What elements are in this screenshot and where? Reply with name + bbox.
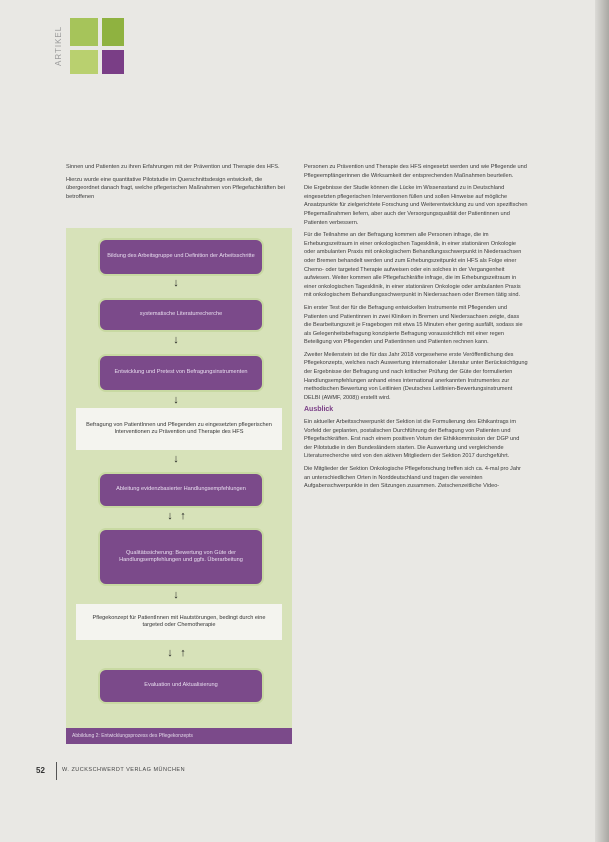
right-paragraph-7: Die Mitglieder der Sektion Onkologische Pflegeforschung treffen sich ca. 4-mal pro Jahr an unterschiedlichen Orten in Norddeutschland und tragen die vereinten Aufgabenschwerpunkte in den Sitzungen zusammen. Zwischenzeitliche Video- (304, 466, 521, 490)
right-paragraph-2: Die Ergebnisse der Studie können die Lücke im Wissensstand zu in Deutschland eingesetzten pflegerischen Interventionen füllen und sollen Hinweise auf mögliche Ansatzpunkte für zielgerichtete Forschung und Weiterentwicklung zu und von spezifischen Pflegemaßnahmen liefern, aber auch der Versorgungsqualität der Patientinnen und Patienten verbessern. (304, 185, 528, 226)
flow-step-working-group: Bildung des Arbeitsgruppe und Definition der Arbeitsschritte (98, 238, 264, 276)
arrow-up-icon: ↑ (180, 510, 186, 522)
right-paragraph-6: Ein aktueller Arbeitsschwerpunkt der Sektion ist die Formulierung des Ethikantrags im Vorfeld der geplanten, postalischen Durchführung der Befragung von Patienten und Pflegefachkräften. Erst nach einem positiven Votum der Ethikkommission der DGP und der Pilotstudie in den Bundesländern starten. Die Auswertung und vergleichende Literaturrecherche wird von den aktiven Mitgliedern der Sektion 2017 durchgeführt. (304, 419, 520, 460)
arrow-down-icon: ↓ (167, 647, 173, 659)
right-paragraph-3: Für die Teilnahme an der Befragung kommen alle Personen infrage, die im Erhebungszeitraum in einer onkologischen Tagesklinik, in einer stationären Onkologie oder ambulanten Praxis mit onkologischem Behandlungsschwerpunkt in Niedersachsen oder Bremen behandelt werden und zum Erhebungszeitpunkt ein HFS als Folge einer Chemo- oder targeted Therapie aufweisen oder ein solches in der Vergangenheit aufwiesen. Weiter kommen alle Pflegefachkräfte infrage, die im Erhebungszeitraum in einer onkologischen Tagesklinik, in einer stationären Onkologie oder ambulanten Praxis mit onkologischem Behandlungsschwerpunkt in Niedersachsen oder Bremen tätig sind. (304, 232, 522, 299)
flow-chart (66, 228, 292, 744)
logo-square-green-dark (102, 18, 124, 46)
left-paragraph-2: Hierzu wurde eine quantitative Pilotstudie im Querschnittsdesign entwickelt, die übergeordnet danach fragt, welche pflegerischen Maßnahmen von Pflegefachkräften bei betroffenen (66, 176, 285, 200)
logo-square-green (70, 18, 98, 46)
left-column (66, 163, 292, 205)
flow-step-care-concept: Pflegekonzept für PatientInnen mit Hautstörungen, bedingt durch eine targeted oder Chemotherapie (76, 604, 282, 640)
arrow-down-icon: ↓ (173, 277, 179, 289)
arrow-up-icon: ↑ (180, 647, 186, 659)
flow-step-recommendations: Ableitung evidenzbasierter Handlungsempfehlungen (98, 472, 264, 508)
arrow-down-icon: ↓ (167, 510, 173, 522)
page-edge-shadow (595, 0, 609, 842)
section-heading-outlook: Ausblick (304, 406, 334, 414)
left-paragraph-1: Sinnen und Patienten zu ihren Erfahrungen mit der Prävention und Therapie des HFS. (66, 164, 280, 170)
flow-step-quality-assurance: Qualitätssicherung: Bewertung von Güte der Handlungsempfehlungen und ggfs. Überarbeitung (98, 528, 264, 586)
logo-square-green-light (70, 50, 98, 74)
figure-caption: Abbildung 2: Entwicklungsprozess des Pflegekonzepts (66, 728, 292, 744)
flow-step-evaluation: Evaluation und Aktualisierung (98, 668, 264, 704)
arrow-down-icon: ↓ (173, 394, 179, 406)
page-number: 52 (36, 766, 45, 775)
right-paragraph-1: Personen zu Prävention und Therapie des HFS eingesetzt werden und wie Pflegende und Pflegeempfängerinnen die Wirksamkeit der entsprechenden Maßnahmen beurteilen. (304, 164, 527, 179)
right-paragraph-5: Zweiter Meilenstein ist die für das Jahr 2018 vorgesehene erste Veröffentlichung des Pflegekonzepts, welches nach Auswertung internationaler Literatur unter Berücksichtigung der Ergebnisse der Befragung und nach kritischer Prüfung der Güte der formulierten Handlungsempfehlungen anhand eines international anerkannten Instrumentes zur methodischen Bewertung von Leitlinien (Deutsches Leitlinien-Bewertungsinstrument DELBI (AWMF, 2008)) erstellt wird. (304, 351, 528, 401)
flow-step-survey: Befragung von PatientInnen und Pflegenden zu eingesetzten pflegerischen Interventionen zu Prävention und Therapie des HFS (76, 408, 282, 450)
logo-square-purple (102, 50, 124, 74)
arrow-down-icon: ↓ (173, 334, 179, 346)
arrow-down-icon: ↓ (173, 453, 179, 465)
section-tag: ARTIKEL (54, 25, 63, 67)
flow-step-instrument-development: Entwicklung und Pretest von Befragungsinstrumenten (98, 354, 264, 392)
arrow-down-icon: ↓ (173, 589, 179, 601)
page-footer (36, 766, 536, 778)
footer-divider (56, 762, 57, 780)
publisher-name: W. ZUCKSCHWERDT VERLAG MÜNCHEN (62, 767, 186, 773)
right-column (304, 163, 528, 495)
flow-step-literature-search: systematische Literaturrecherche (98, 298, 264, 332)
right-paragraph-4: Ein erster Test der für die Befragung entwickelten Instrumente mit Pflegenden und Patienten und Patientinnen in zwei Kliniken in Bremen und Niedersachsen zeigte, dass die Bearbeitungszeit je Fragebogen mit etwa 15 Minuten eher gering ausfällt, sodass sie als Gelegenheitsbefragung konzipierte Befragung voraussichtlich mit einer regen Beteiligung von Pflegenden und Patientinnen und Patienten rechnen kann. (304, 304, 523, 346)
